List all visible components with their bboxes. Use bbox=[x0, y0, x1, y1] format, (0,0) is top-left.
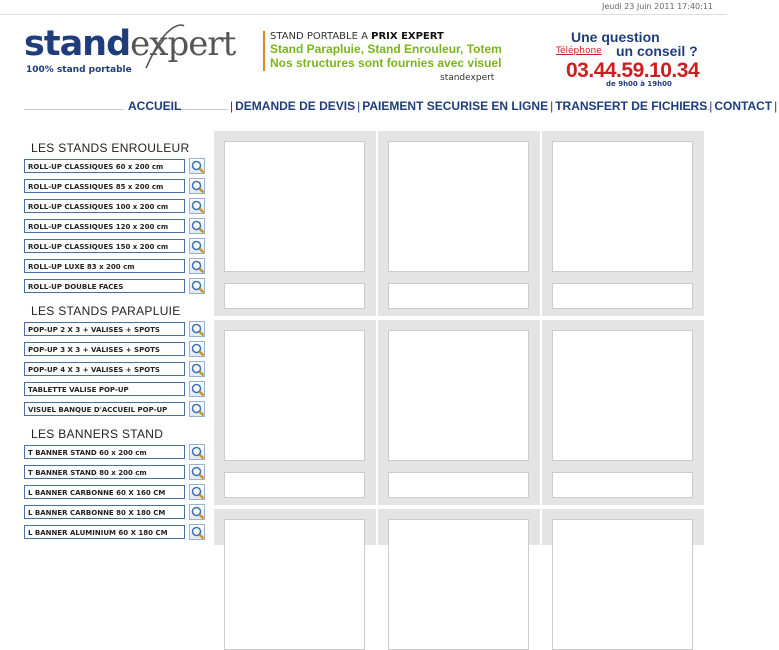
product-caption bbox=[224, 472, 365, 498]
opening-hours: de 9h00 à 19h00 bbox=[606, 80, 672, 88]
magnifier-icon bbox=[191, 280, 205, 294]
telephone-link[interactable]: Téléphone bbox=[556, 46, 602, 56]
magnifier-icon bbox=[191, 220, 205, 234]
magnifier-button[interactable] bbox=[189, 341, 205, 357]
logo-subtitle: 100% stand portable bbox=[26, 65, 132, 75]
logo-stand-text: stand bbox=[24, 24, 131, 64]
sidebar-item[interactable] bbox=[24, 381, 209, 401]
magnifier-button[interactable] bbox=[189, 198, 205, 214]
tagline-products: Stand Parapluie, Stand Enrouleur, Totem bbox=[270, 42, 502, 56]
product-card[interactable] bbox=[214, 131, 376, 316]
product-image[interactable] bbox=[388, 519, 529, 650]
magnifier-icon bbox=[191, 160, 205, 174]
sidebar-item[interactable] bbox=[24, 321, 209, 341]
sidebar-item-label[interactable]: POP-UP 4 X 3 + VALISES + SPOTS bbox=[24, 362, 185, 376]
category-title: LES STANDS PARAPLUIE bbox=[31, 304, 181, 318]
sidebar-item-label[interactable]: ROLL-UP CLASSIQUES 120 x 200 cm bbox=[24, 219, 185, 233]
magnifier-button[interactable] bbox=[189, 524, 205, 540]
sidebar-item-label[interactable]: POP-UP 3 X 3 + VALISES + SPOTS bbox=[24, 342, 185, 356]
tagline bbox=[263, 31, 502, 71]
sidebar-item[interactable] bbox=[24, 484, 209, 504]
magnifier-icon bbox=[191, 383, 205, 397]
nav-paiement[interactable]: PAIEMENT SECURISE EN LIGNE bbox=[362, 99, 549, 113]
contact-question: Une question bbox=[571, 29, 660, 45]
magnifier-icon bbox=[191, 403, 205, 417]
product-caption bbox=[388, 283, 529, 309]
nav-separator: | bbox=[230, 99, 234, 113]
magnifier-button[interactable] bbox=[189, 484, 205, 500]
product-image[interactable] bbox=[224, 141, 365, 272]
sidebar-item[interactable] bbox=[24, 158, 209, 178]
phone-number: 03.44.59.10.34 bbox=[566, 59, 700, 82]
sidebar-item-label[interactable]: ROLL-UP CLASSIQUES 150 x 200 cm bbox=[24, 239, 185, 253]
product-card[interactable] bbox=[542, 131, 704, 316]
product-image[interactable] bbox=[388, 330, 529, 461]
sidebar-item[interactable] bbox=[24, 238, 209, 258]
sidebar-item-label[interactable]: POP-UP 2 X 3 + VALISES + SPOTS bbox=[24, 322, 185, 336]
sidebar-item[interactable] bbox=[24, 218, 209, 238]
sidebar-item[interactable] bbox=[24, 178, 209, 198]
sidebar-item[interactable] bbox=[24, 361, 209, 381]
nav-separator: | bbox=[709, 99, 713, 113]
nav-devis[interactable]: DEMANDE DE DEVIS bbox=[235, 99, 356, 113]
sidebar-item[interactable] bbox=[24, 258, 209, 278]
sidebar-item[interactable] bbox=[24, 198, 209, 218]
product-card[interactable] bbox=[214, 320, 376, 505]
datetime: Jeudi 23 Juin 2011 17:40:11 bbox=[601, 2, 713, 11]
nav-line-mid bbox=[174, 109, 228, 110]
sidebar bbox=[24, 135, 209, 544]
sidebar-item[interactable] bbox=[24, 341, 209, 361]
sidebar-item-label[interactable]: ROLL-UP DOUBLE FACES bbox=[24, 279, 185, 293]
magnifier-icon bbox=[191, 446, 205, 460]
sidebar-item-label[interactable]: ROLL-UP LUXE 83 x 200 cm bbox=[24, 259, 185, 273]
product-image[interactable] bbox=[224, 330, 365, 461]
magnifier-button[interactable] bbox=[189, 444, 205, 460]
product-image[interactable] bbox=[388, 141, 529, 272]
nav-accueil[interactable]: ACCUEIL bbox=[128, 99, 182, 113]
product-image[interactable] bbox=[552, 330, 693, 461]
magnifier-icon bbox=[191, 466, 205, 480]
magnifier-button[interactable] bbox=[189, 218, 205, 234]
magnifier-icon bbox=[191, 323, 205, 337]
product-card[interactable] bbox=[378, 509, 540, 545]
sidebar-item-label[interactable]: L BANNER CARBONNE 80 X 180 CM bbox=[24, 505, 185, 519]
product-card[interactable] bbox=[542, 509, 704, 545]
category-title: LES BANNERS STAND bbox=[31, 427, 164, 441]
sidebar-item[interactable] bbox=[24, 504, 209, 524]
contact-advice: un conseil ? bbox=[616, 43, 698, 59]
sidebar-item[interactable] bbox=[24, 524, 209, 544]
sidebar-item-label[interactable]: ROLL-UP CLASSIQUES 60 x 200 cm bbox=[24, 159, 185, 173]
product-caption bbox=[552, 472, 693, 498]
magnifier-button[interactable] bbox=[189, 238, 205, 254]
magnifier-button[interactable] bbox=[189, 178, 205, 194]
product-card[interactable] bbox=[214, 509, 376, 545]
category-title: LES STANDS ENROULEUR bbox=[31, 141, 190, 155]
magnifier-button[interactable] bbox=[189, 401, 205, 417]
sidebar-item[interactable] bbox=[24, 278, 209, 298]
sidebar-item-label[interactable]: ROLL-UP CLASSIQUES 100 x 200 cm bbox=[24, 199, 185, 213]
tagline-visual: Nos structures sont fournies avec visuel bbox=[270, 56, 502, 70]
sidebar-item-label[interactable]: T BANNER STAND 60 x 200 cm bbox=[24, 445, 185, 459]
magnifier-icon bbox=[191, 240, 205, 254]
main-nav bbox=[228, 99, 779, 113]
product-image[interactable] bbox=[552, 519, 693, 650]
magnifier-button[interactable] bbox=[189, 381, 205, 397]
magnifier-button[interactable] bbox=[189, 504, 205, 520]
sidebar-item[interactable] bbox=[24, 401, 209, 421]
logo[interactable] bbox=[24, 24, 236, 86]
magnifier-icon bbox=[191, 343, 205, 357]
logo-expert-text: expert bbox=[130, 24, 236, 64]
nav-separator: | bbox=[550, 99, 554, 113]
magnifier-icon bbox=[191, 180, 205, 194]
magnifier-button[interactable] bbox=[189, 258, 205, 274]
magnifier-button[interactable] bbox=[189, 321, 205, 337]
magnifier-icon bbox=[191, 506, 205, 520]
nav-contact[interactable]: CONTACT bbox=[714, 99, 773, 113]
magnifier-icon bbox=[191, 200, 205, 214]
sidebar-item-label[interactable]: T BANNER STAND 80 x 200 cm bbox=[24, 465, 185, 479]
magnifier-button[interactable] bbox=[189, 361, 205, 377]
sidebar-item-label[interactable]: VISUEL BANQUE D'ACCUEIL POP-UP bbox=[24, 402, 185, 416]
nav-transfert[interactable]: TRANSFERT DE FICHIERS bbox=[555, 99, 708, 113]
product-caption bbox=[552, 283, 693, 309]
top-divider bbox=[0, 14, 727, 15]
product-image[interactable] bbox=[224, 519, 365, 650]
magnifier-button[interactable] bbox=[189, 464, 205, 480]
tagline-brand: standexpert bbox=[440, 73, 495, 83]
nav-separator: | bbox=[357, 99, 361, 113]
sidebar-item-label[interactable]: TABLETTE VALISE POP-UP bbox=[24, 382, 185, 396]
tagline-prefix: STAND PORTABLE A bbox=[270, 31, 372, 42]
product-card[interactable] bbox=[378, 320, 540, 505]
product-image[interactable] bbox=[552, 141, 693, 272]
sidebar-item[interactable] bbox=[24, 444, 209, 464]
magnifier-button[interactable] bbox=[189, 158, 205, 174]
magnifier-icon bbox=[191, 526, 205, 540]
magnifier-button[interactable] bbox=[189, 278, 205, 294]
nav-separator: | bbox=[774, 99, 778, 113]
nav-line-left bbox=[24, 109, 124, 110]
sidebar-item[interactable] bbox=[24, 464, 209, 484]
tagline-bold: PRIX EXPERT bbox=[371, 31, 444, 42]
product-card[interactable] bbox=[542, 320, 704, 505]
product-caption bbox=[388, 472, 529, 498]
product-card[interactable] bbox=[378, 131, 540, 316]
product-caption bbox=[224, 283, 365, 309]
sidebar-item-label[interactable]: L BANNER ALUMINIUM 60 X 180 CM bbox=[24, 525, 185, 539]
magnifier-icon bbox=[191, 363, 205, 377]
logo-swoosh-icon bbox=[142, 22, 186, 70]
magnifier-icon bbox=[191, 486, 205, 500]
sidebar-item-label[interactable]: L BANNER CARBONNE 60 X 160 CM bbox=[24, 485, 185, 499]
magnifier-icon bbox=[191, 260, 205, 274]
sidebar-item-label[interactable]: ROLL-UP CLASSIQUES 85 x 200 cm bbox=[24, 179, 185, 193]
